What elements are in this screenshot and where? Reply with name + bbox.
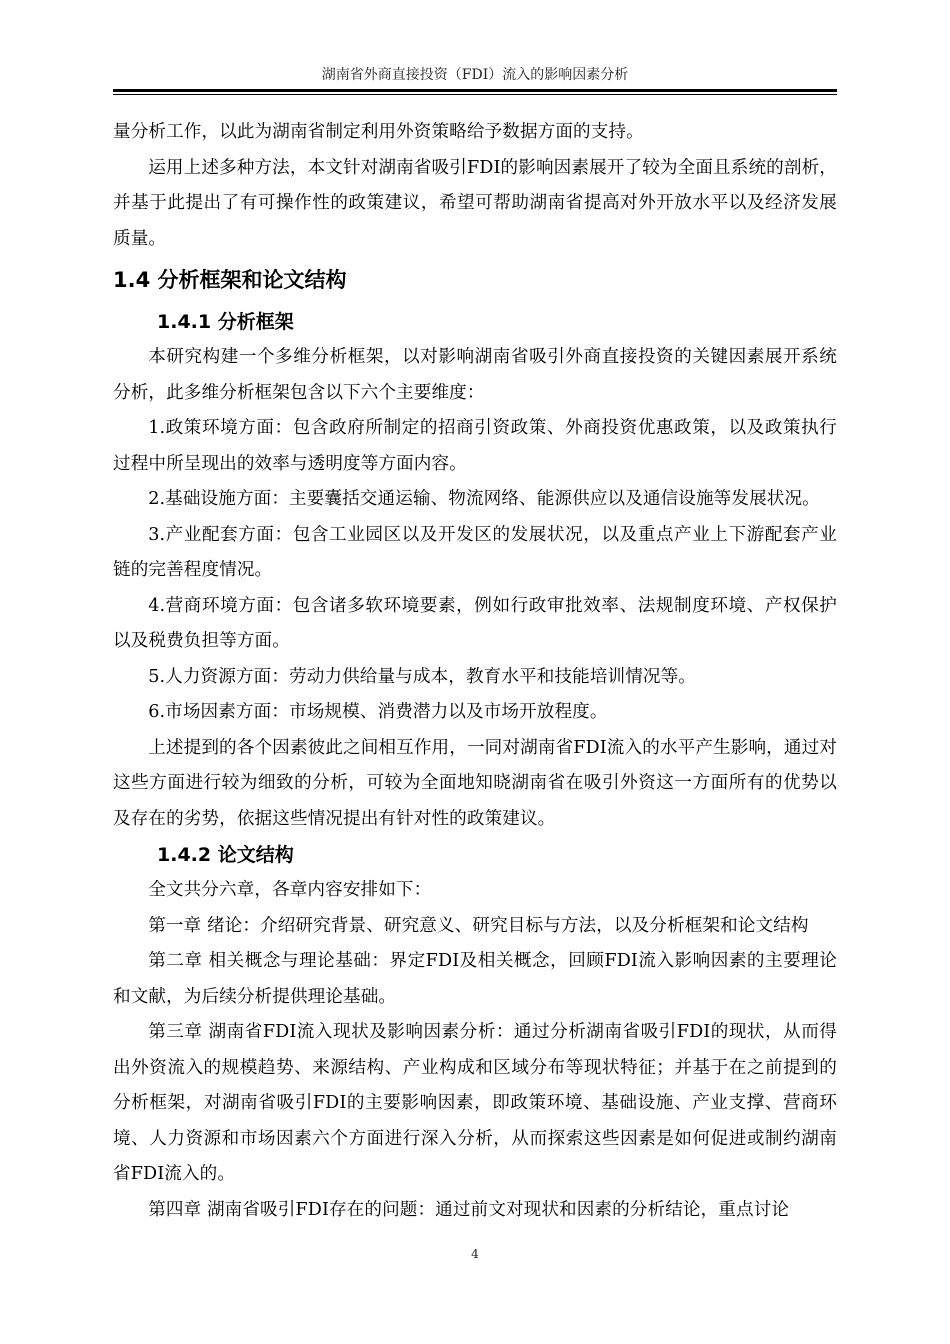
dimension-market: 6.市场因素方面：市场规模、消费潜力以及市场开放程度。 xyxy=(148,702,608,722)
chapter-1-summary: 第一章 绪论：介绍研究背景、研究意义、研究目标与方法，以及分析框架和论文结构 xyxy=(148,915,809,936)
chapter-4-summary: 第四章 湖南省吸引FDI存在的问题：通过前文对现状和因素的分析结论，重点讨论 xyxy=(148,1199,790,1220)
chapter-3-summary: 第三章 湖南省FDI流入现状及影响因素分析：通过分析湖南省吸引FDI的现状，从而得出外资流入的规模趋势、来源结构、产业构成和区域分布等现状特征；并基于在之前提到的分析框架，对湖南省吸引FDI的主要影响因素，即政策环境、基础设施、产业支撑、营商环境、人力资源和市场因素六个方面进行深入分析，从而探索这些因素是如何促进或制约湖南省FDI流入的。 xyxy=(113,1022,837,1184)
body-text xyxy=(113,115,837,1228)
header-rule-thin xyxy=(113,94,837,95)
header-rule-thick xyxy=(113,89,837,92)
page-number: 4 xyxy=(471,1247,479,1261)
dimension-industry: 3.产业配套方面：包含工业园区以及开发区的发展状况，以及重点产业上下游配套产业链的完善程度情况。 xyxy=(113,524,837,580)
paragraph-structure-intro: 全文共分六章，各章内容安排如下： xyxy=(148,880,432,900)
subsection-heading-1-4-2: 1.4.2 论文结构 xyxy=(157,844,294,866)
paragraph-continued: 量分析工作，以此为湖南省制定利用外资策略给予数据方面的支持。 xyxy=(113,122,644,142)
paragraph-methods: 运用上述多种方法，本文针对湖南省吸引FDI的影响因素展开了较为全面且系统的剖析，并基于此提出了有可操作性的政策建议，希望可帮助湖南省提高对外开放水平以及经济发展质量。 xyxy=(113,157,837,249)
paragraph-framework-intro: 本研究构建一个多维分析框架，以对影响湖南省吸引外商直接投资的关键因素展开系统分析，此多维分析框架包含以下六个主要维度： xyxy=(113,347,837,403)
running-header: 湖南省外商直接投资（FDI）流入的影响因素分析 xyxy=(321,67,629,83)
dimension-business-environment: 4.营商环境方面：包含诸多软环境要素，例如行政审批效率、法规制度环境、产权保护以及税费负担等方面。 xyxy=(113,595,837,651)
subsection-heading-1-4-1: 1.4.1 分析框架 xyxy=(157,311,294,333)
section-heading-1-4: 1.4 分析框架和论文结构 xyxy=(113,268,347,292)
dimension-human-resources: 5.人力资源方面：劳动力供给量与成本，教育水平和技能培训情况等。 xyxy=(148,666,696,687)
dimension-infrastructure: 2.基础设施方面：主要囊括交通运输、物流网络、能源供应以及通信设施等发展状况。 xyxy=(148,489,820,509)
dimension-policy: 1.政策环境方面：包含政府所制定的招商引资政策、外商投资优惠政策，以及政策执行过程中所呈现出的效率与透明度等方面内容。 xyxy=(113,418,837,474)
chapter-2-summary: 第二章 相关概念与理论基础：界定FDI及相关概念，回顾FDI流入影响因素的主要理论和文献，为后续分析提供理论基础。 xyxy=(113,951,837,1007)
paragraph-framework-summary: 上述提到的各个因素彼此之间相互作用，一同对湖南省FDI流入的水平产生影响，通过对这些方面进行较为细致的分析，可较为全面地知晓湖南省在吸引外资这一方面所有的优势以及存在的劣势，依据这些情况提出有针对性的政策建议。 xyxy=(113,737,837,829)
